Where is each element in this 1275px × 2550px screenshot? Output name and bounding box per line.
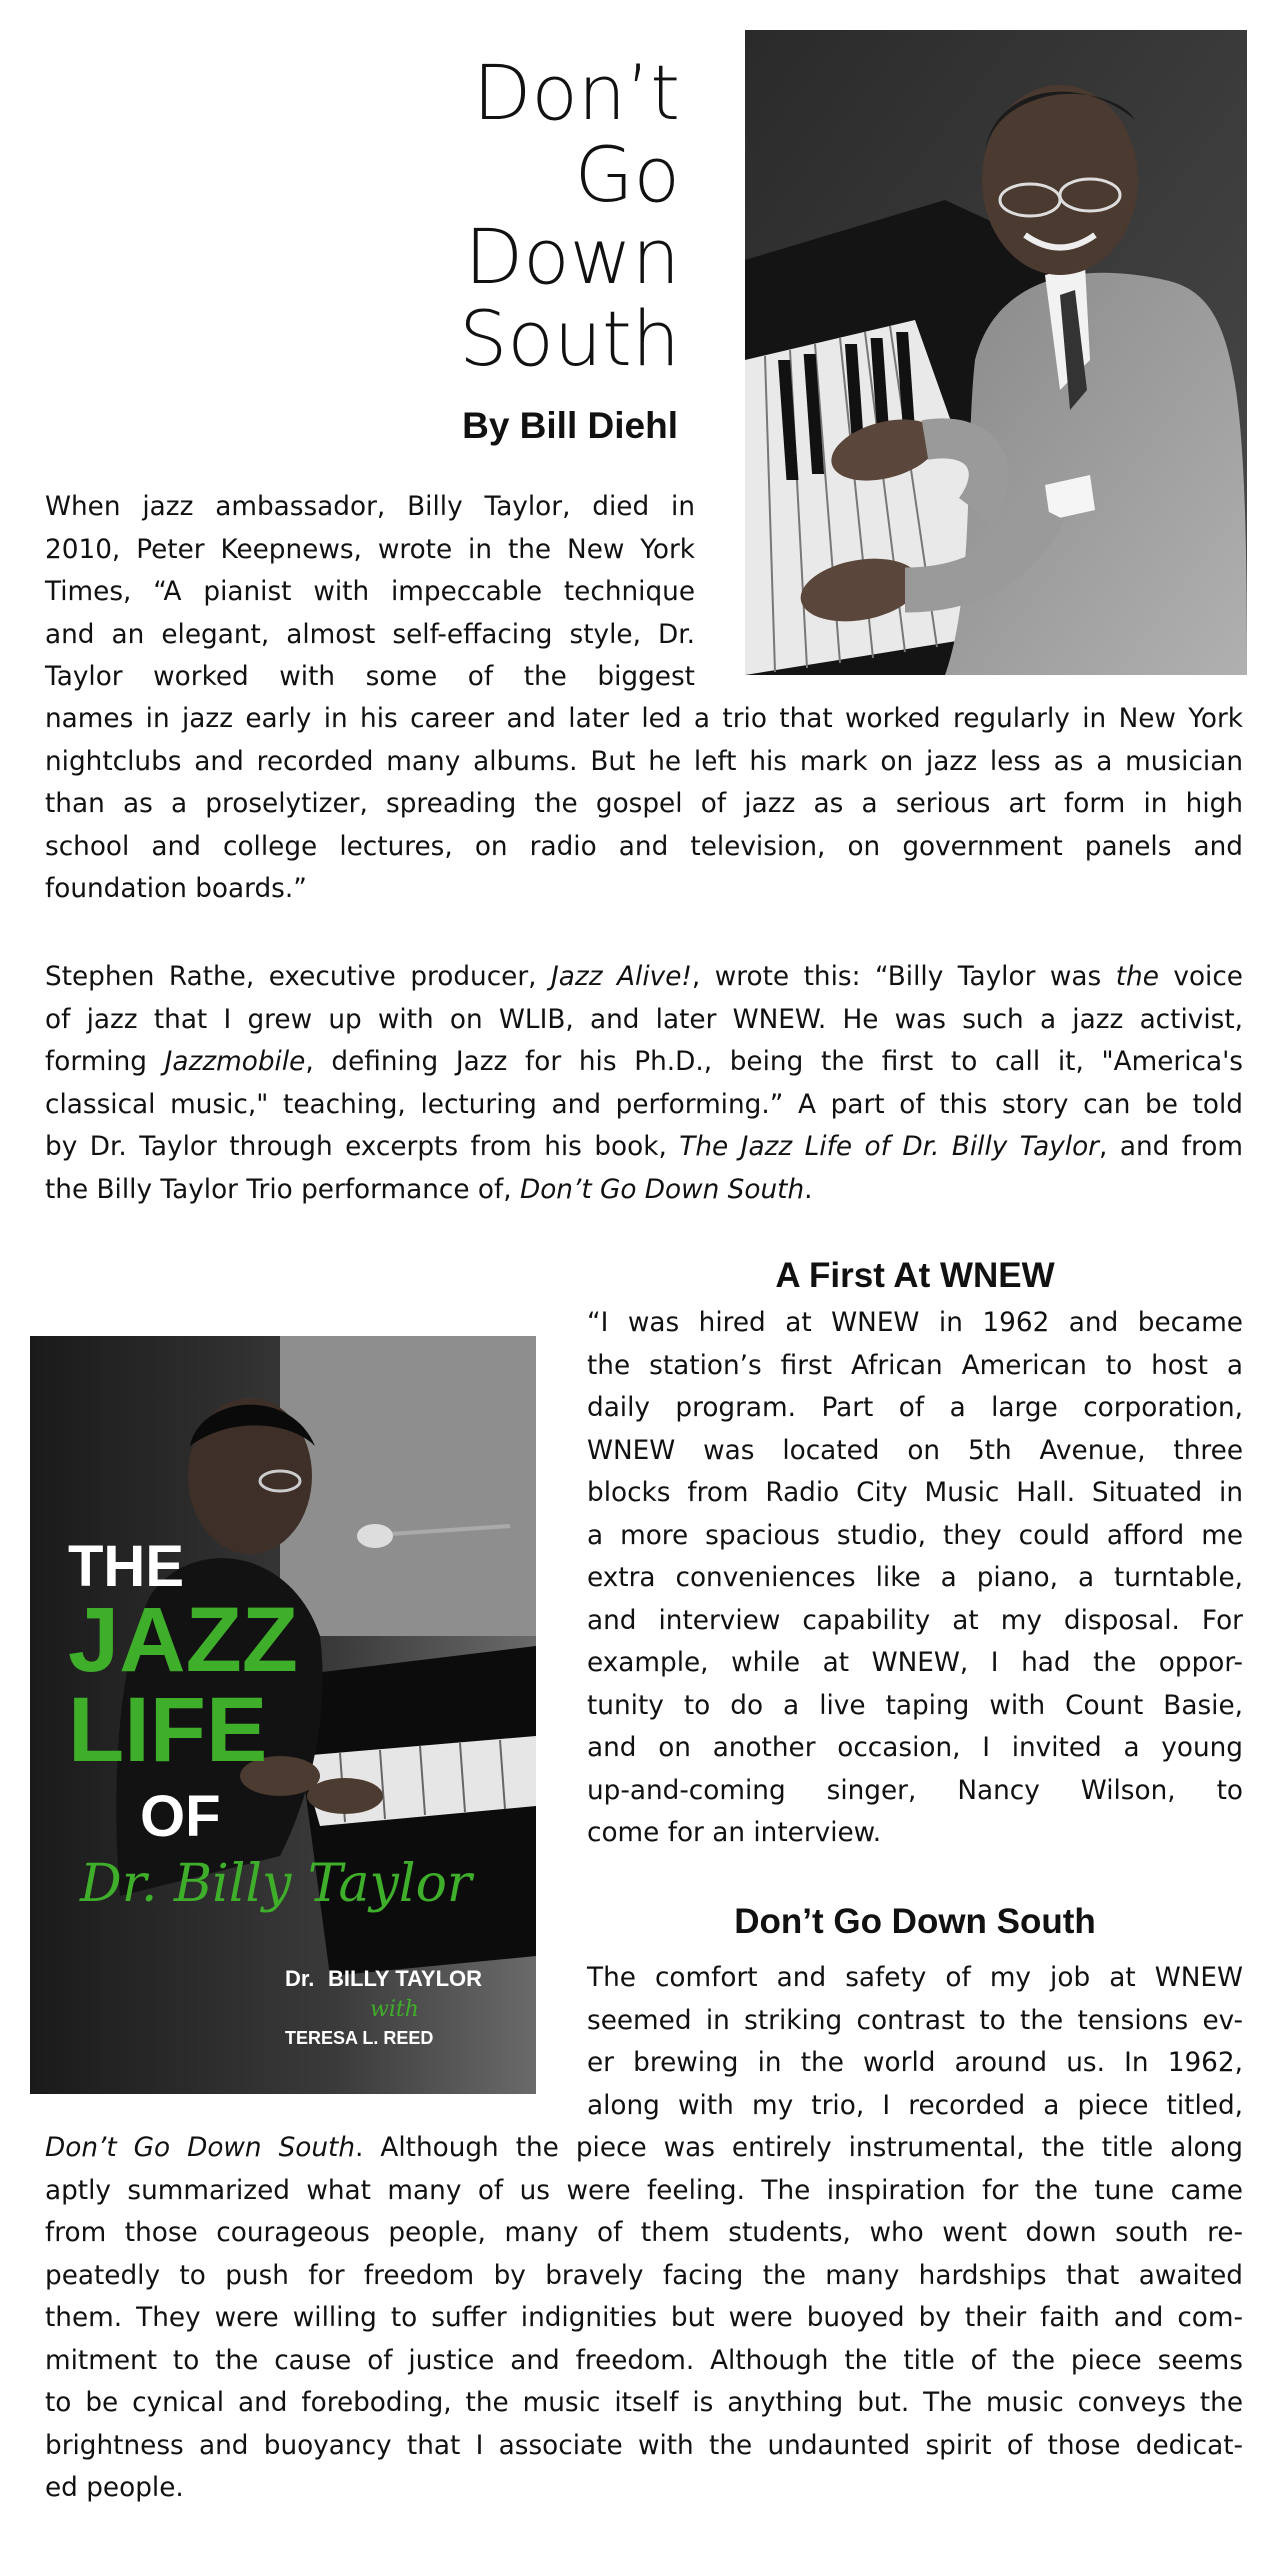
text-line: classical music," teaching, lecturing and performing.” A part of this story can be told — [45, 1089, 1243, 1120]
text-line: the Billy Taylor Trio performance of, Don’t Go Down South. — [45, 1174, 813, 1205]
text-line: extra conveniences like a piano, a turntable, — [587, 1563, 1243, 1593]
text-line: nightclubs and recorded many albums. But he left his mark on jazz less as a musician — [45, 746, 1243, 777]
cover-author: BILLY TAYLOR — [328, 1966, 483, 1991]
section2-paragraph — [587, 1957, 1243, 2127]
text-line: up-and-coming singer, Nancy Wilson, to — [587, 1775, 1243, 1806]
text-line: to be cynical and foreboding, the music itself is anything but. The music conveys the — [45, 2388, 1243, 2418]
cover-title-of: OF — [140, 1784, 221, 1849]
text-line: example, while at WNEW, I had the oppor- — [587, 1648, 1243, 1678]
cover-title-life: LIFE — [68, 1679, 268, 1781]
text-line: come for an interview. — [587, 1818, 882, 1848]
section-heading-dont-go-down-south: Don’t Go Down South — [734, 1902, 1096, 1941]
text-line: Stephen Rathe, executive producer, Jazz Alive!, wrote this: “Billy Taylor was the voice — [45, 962, 1243, 992]
text-line: WNEW was located on 5th Avenue, three — [587, 1435, 1243, 1466]
cover-with: with — [370, 1997, 419, 2022]
text-line: When jazz ambassador, Billy Taylor, died in — [45, 492, 695, 522]
text-line: Times, “A pianist with impeccable technique — [45, 577, 695, 607]
text-line: mitment to the cause of justice and freedom. Although the title of the piece seems — [45, 2345, 1243, 2376]
section2-paragraph-cont — [45, 2127, 1243, 2510]
text-line: The comfort and safety of my job at WNEW — [587, 1963, 1243, 1993]
rathe-paragraph — [45, 956, 1243, 1211]
text-line: names in jazz early in his career and later led a trio that worked regularly in New York — [45, 704, 1243, 734]
text-line: than as a proselytizer, spreading the gospel of jazz as a serious art form in high — [45, 789, 1243, 819]
text-line: the station’s first African American to host a — [587, 1350, 1243, 1381]
byline: By Bill Diehl — [462, 405, 678, 446]
intro-paragraph-cont — [45, 698, 1243, 911]
text-line: er brewing in the world around us. In 1962, — [587, 2048, 1243, 2078]
text-line: blocks from Radio City Music Hall. Situated in — [587, 1478, 1243, 1508]
title-line: Go — [574, 130, 680, 219]
text-line: foundation boards.” — [45, 874, 307, 904]
text-line: along with my trio, I recorded a piece titled, — [587, 2090, 1243, 2121]
intro-paragraph — [45, 486, 695, 699]
article-title — [380, 48, 680, 383]
text-line: them. They were willing to suffer indignities but were buoyed by their faith and com- — [45, 2303, 1243, 2333]
title-line: Don’t — [472, 48, 680, 137]
text-line: school and college lectures, on radio and television, on government panels and — [45, 831, 1243, 862]
text-line: by Dr. Taylor through excerpts from his book, The Jazz Life of Dr. Billy Taylor, and from — [45, 1132, 1243, 1162]
text-line: of jazz that I grew up with on WLIB, and later WNEW. He was such a jazz activist, — [45, 1004, 1243, 1035]
text-line: “I was hired at WNEW in 1962 and became — [587, 1308, 1243, 1338]
book-cover-jazz-life — [30, 1336, 536, 2094]
text-line: ed people. — [45, 2473, 184, 2503]
section1-paragraph — [587, 1302, 1243, 1855]
text-line: seemed in striking contrast to the tensions ev- — [587, 2005, 1243, 2036]
text-line: and an elegant, almost self-effacing style, Dr. — [45, 619, 695, 650]
text-line: forming Jazzmobile, defining Jazz for his Ph.D., being the first to call it, "America's — [45, 1047, 1243, 1077]
cover-author-prefix: Dr. — [285, 1966, 315, 1991]
text-line: and interview capability at my disposal. For — [587, 1605, 1243, 1636]
billy-taylor-piano-photo — [745, 30, 1247, 675]
text-line: from those courageous people, many of them students, who went down south re- — [45, 2218, 1243, 2248]
text-line: aptly summarized what many of us were feeling. The inspiration for the tune came — [45, 2175, 1243, 2206]
text-line: tunity to do a live taping with Count Basie, — [587, 1690, 1243, 1721]
title-line: South — [459, 294, 680, 383]
text-line: daily program. Part of a large corporation, — [587, 1393, 1243, 1423]
title-line: Down — [464, 212, 680, 301]
text-line: a more spacious studio, they could afford me — [587, 1520, 1243, 1551]
section-heading-first-at-wnew: A First At WNEW — [775, 1256, 1055, 1295]
cover-script-title: Dr. Billy Taylor — [80, 1854, 472, 1914]
text-line: Don’t Go Down South. Although the piece was entirely instrumental, the title along — [45, 2133, 1243, 2163]
text-line: peatedly to push for freedom by bravely facing the many hardships that awaited — [45, 2260, 1243, 2291]
text-line: Taylor worked with some of the biggest — [45, 662, 695, 692]
cover-title-the: THE — [68, 1534, 184, 1599]
text-line: brightness and buoyancy that I associate with the undaunted spirit of those dedicat- — [45, 2430, 1243, 2461]
text-line: 2010, Peter Keepnews, wrote in the New York — [45, 534, 695, 565]
cover-coauthor: TERESA L. REED — [285, 2028, 434, 2048]
cover-title-jazz: JAZZ — [68, 1589, 298, 1691]
text-line: and on another occasion, I invited a young — [587, 1733, 1243, 1763]
